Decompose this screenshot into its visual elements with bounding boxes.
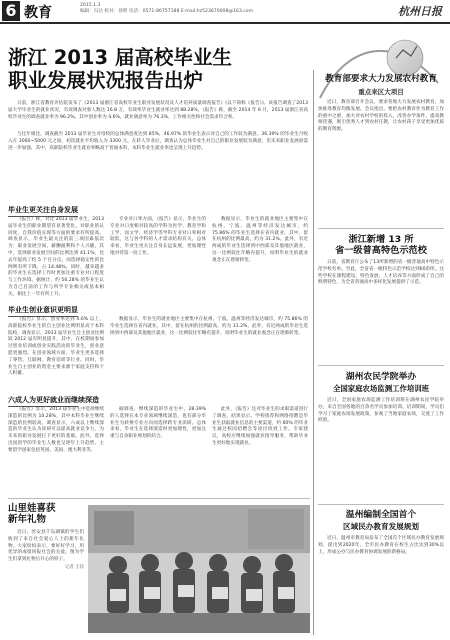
sidebar-story-1-title: 教育部要求大力发展农村教育 [325,74,437,84]
section-3-column-1 [8,407,104,455]
sidebar-divider-2 [318,365,444,366]
sidebar-story-1-subtitle: 重点来区大项目 [358,88,404,96]
lead-paragraph-1: 日前，浙江省教育评估院发布了《2013 届浙江省高校毕业生职业发展状况及人才培养质量调查报告》(以下简称《报告》)。该报告调查了2013届大学毕业生的就业状况，有效调查对象人数达 16.8 万，有效率毕业生就业率达到 88.28%，《报告》称，截至 2014 年 6 月，2013 届浙江省高校毕业生的调查就业率为 96.2%，其中创业率为 4.6%，就业满意率为 76.3%，工作相关性和社会需求符合率。 [8,101,308,120]
headline-line-1: 浙江 2013 届高校毕业生 [8,46,232,69]
section-3-text-3: 此外，《报告》还对毕业生的求职渠道进行了调查，结果显示，学校推荐和网络招聘是毕业生获取就业信息的主要渠道，约 60% 的毕业生通过校园招聘会等途径找到工作。专家建议，高校应继续加强就业指导服务，帮助毕业生更好地实现就业。 [212,407,308,446]
sidebar-story-2-title [318,234,444,256]
sidebar-story-3-title-line-1: 湖州农民学院举办 [345,372,417,382]
section-1-text-3: 数据显示，毕业生的就业地区主要集中在杭州、宁波、温州等经济发达城市，约 75.86% 的毕业生选择在省内就业。其中，留在杭州的比例最高，约为 31.2%。此外，有近两成的毕业生选择到中西部及其他地区就业，这一比例较往年略有提升，说明毕业生的就业观念正在逐渐转变。 [212,217,308,263]
sidebar-story-4-text: 近日，温州市教育局发布了全国首个区域民办教育发展规划，提出到2020年，全市民办教育在校生占比达到30%以上，形成公办与民办教育协调发展的新格局。 [318,536,444,555]
sidebar-story-2-title-line-1: 浙江新增 13 所 [348,234,414,245]
sidebar-story-1-text: 近日，教育部召开会议，要求各地大力发展农村教育，加快推进教育均衡发展。会议指出，要把农村教育作为教育工作的重中之重，加大对农村学校的投入，改善办学条件，提高教师待遇，吸引优秀人才到农村任教，让农村孩子享受更加优质的教育资源。 [318,100,444,133]
section-title-2: 毕业生创业意识更明显 [8,305,78,317]
newspaper-brand: 杭州日报 [398,5,442,18]
photo-story-title-line-2: 新年礼物 [8,514,47,525]
sidebar-story-2-body [318,260,444,287]
section-1-column-1 [8,217,104,299]
sidebar-story-3-body [318,398,444,425]
sidebar-story-4-title-line-2: 区域民办教育发展规划 [343,522,419,531]
sidebar-story-2-title-line-2: 省一级普高特色示范校 [335,245,427,256]
sidebar-story-1-body [318,100,444,134]
photo-story-title [8,503,88,525]
headline-line-2: 职业发展状况报告出炉 [8,69,204,92]
section-3-column-3 [212,407,308,448]
sidebar-story-3-title [318,372,444,394]
section-3-text: 《报告》显示，2013 届毕业生中选择继续深造的比例为 10.28%，其中本科毕业生继续深造的比例较高。调查显示，六成以上继续深造的毕业生认为读研可以提高就业竞争力，为未来的职业发展打下更好的基础。此外，选择出国留学的毕业生人数也呈逐年上升趋势，主要留学国家包括英国、美国、澳大利亚等。 [8,407,104,453]
sidebar-story-4-title-line-1: 温州编制全国首个 [345,510,417,520]
section-title-1: 毕业生更关注自身发展 [8,205,78,217]
photo-story-divider [8,498,310,499]
section-2-column-2 [110,317,308,337]
photo-story-title-line-1: 山里娃喜获 [8,503,56,514]
header-decoration-graphic [310,28,442,108]
main-headline [8,46,308,92]
section-1-column-3 [212,217,308,265]
header-date: 2015.1.3 [80,3,101,8]
section-1-column-2 [110,217,206,258]
header-editor-line: 编辑：冯达 校对：徐明 电话：0571-86757188 E-mail:hz523670008@163.com [80,9,254,14]
sidebar-story-4-title [318,510,444,532]
section-3-column-2 [110,407,206,441]
page-header [0,0,450,24]
section-3-text-2: 据调查，继续深造的毕业生中，28.39% 的人选择在本专业领域继续深造，也有部分毕业生为转换专业方向而选择跨专业读研。总体来看，毕业生在选择深造时更加理性，更加注重与自身职业规划的结合。 [110,407,206,440]
section-2-column-1 [8,317,104,378]
section-2-text-cont: 数据显示，毕业生的就业地区主要集中在杭州、宁波、温州等经济发达城市，约 75.86% 的毕业生选择在省内就业。其中，留在杭州的比例最高，约为 31.2%。此外，有近两成的毕业生选择到中西部及其他地区就业，这一比例较往年略有提升，说明毕业生的就业观念正在逐渐转变。 [110,317,308,336]
section-2-text: 《报告》显示，创业率达到 4.6% 以上，高职院校毕业生的自主创业比例明显高于本科院校。调查显示，2013 届毕业生自主创业比例较 2012 届有明显提升，其中，在校期间参加过创业培训或创业实践活动的毕业生，创业意愿更强烈。在创业领域方面，毕业生更多选择了零售、互联网、教育培训等行业。同时，毕业生自主创业的资金主要来源于家庭支持和个人积蓄。 [8,317,104,377]
photo-story-text: 近日，淳安县千岛湖镇的学生们收到了来自社会爱心人士的新年礼物。大家纷纷表示，要好好学习，用优异的成绩回报社会的关爱。图为学生们拿到礼物后开心的样子。 [8,530,84,563]
children-gifts-photo [88,505,310,633]
section-title-3: 六成人为更好就业而继续深造 [8,395,99,407]
sidebar-story-4-body [318,536,444,556]
section-name: 教育 [24,5,52,21]
sidebar-divider-3 [318,504,444,505]
sidebar-story-3-title-line-2: 全国家庭农场监测工作培训班 [332,384,430,393]
sidebar-story-3-text: 近日，全国家庭农场监测工作培训班在湖州农民学院举办，来自全国各地的百余名学员参加培训。培训期间，学员们学习了家庭农场发展政策，参观了当地家庭农场，交流了工作经验。 [318,398,444,424]
sidebar-story-2-text: 日前，省教育厅公布了13所新增的省一级普通高中特色示范学校名单。至此，全省省一级特色示范学校达到60余所。这些学校在课程建设、特色发展、人才培养等方面形成了自己的鲜明特色，为全省普通高中多样化发展提供了示范。 [318,260,444,286]
photo-story-caption [8,530,84,570]
section-1-text-2: 专业对口率方面，《报告》显示，毕业生的专业对口度相对较高的学科为医学、教育学和工学，而文学、经济学等学科专业对口率相对较低，这与各学科的人才需求结构有关。总体来看，毕业生更关注自身长远发展，更加理性地对待第一份工作。 [110,217,206,256]
section-1-text: 《报告》称，对比 2013 届毕业生，2013 届毕业生的职业期望有显著变化，对职业的认同度、自我价值实现等方面的要求有所提高。调查显示，毕业生最关注的前三项因素依次为：职业发展空间、薪酬福利和个人兴趣。其中，选择职业发展空间的比例达到 41.1%，比去年提高了约 5 个百分点。而选择稳定性的比例则有所下降，占 14.48%。同时，越来越多的毕业生在选择工作时更加注重专业对口程度与工作环境。据统计，约 56.28% 的毕业生认为自己目前的工作与所学专业相关或基本相关，相比上一年有所上升。 [8,217,104,297]
sidebar-rule [313,70,314,635]
sidebar-divider-1 [318,228,444,229]
header-meta [80,3,253,15]
lead-paragraph-2: 与往年相比，调查截至 2013 届毕业生对母校的总体满意度达到 85%，46.97% 的毕业生表示对自己的工作较为满意，36.39% 的毕业生月收入在 3000~5000 元之间，初次就业平均收入为 3300 元。在转人毕业后，调查认为总体毕业生对自己的职业发展较为满意，但未来职业发展尚需进一步加强，其中，高职院校毕业生就业率略高于普通本科，本科毕业生就业率也呈现上升趋势。 [8,132,308,151]
photo-story-byline: 记者 王钰 [65,564,84,570]
page-number: 6 [2,1,20,21]
